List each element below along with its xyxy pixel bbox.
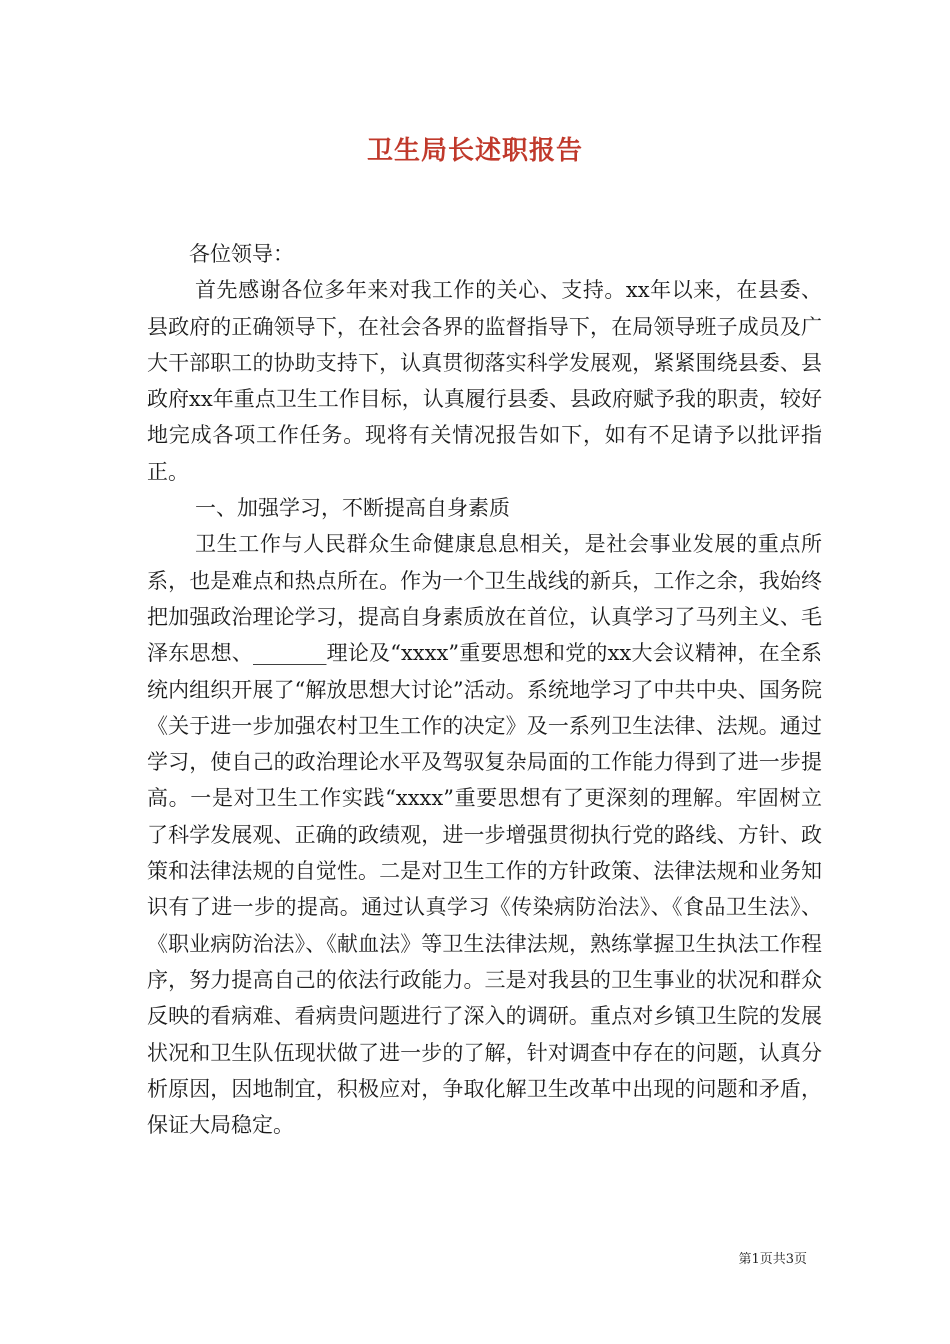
salutation: 各位领导： (189, 242, 294, 266)
paragraph-study: 卫生工作与人民群众生命健康息息相关，是社会事业发展的重点所系，也是难点和热点所在。作为一个卫生战线的新兵，工作之余，我始终把加强政治理论学习，提高自身素质放在首位，认真学习了马列主义、毛泽东思想、_______理论及“xxxx”重要思想和党的xx大会议精神，在全系统内组织开展了“解放思想大讨论”活动。系统地学习了中共中央、国务院《关于进一步加强农村卫生工作的决定》及一系列卫生法律、法规。通过学习，使自己的政治理论水平及驾驭复杂局面的工作能力得到了进一步提高。一是对卫生工作实践“xxxx”重要思想有了更深刻的理解。牢固树立了科学发展观、正确的政绩观，进一步增强贯彻执行党的路线、方针、政策和法律法规的自觉性。二是对卫生工作的方针政策、法律法规和业务知识有了进一步的提高。通过认真学习《传染病防治法》、《食品卫生法》、《职业病防治法》、《献血法》等卫生法律法规，熟练掌握卫生执法工作程序，努力提高自己的依法行政能力。三是对我县的卫生事业的状况和群众反映的看病难、看病贵问题进行了深入的调研。重点对乡镇卫生院的发展状况和卫生队伍现状做了进一步的了解，针对调查中存在的问题，认真分析原因，因地制宜，积极应对，争取化解卫生改革中出现的问题和矛盾，保证大局稳定。 (147, 532, 822, 1138)
document-body (147, 236, 822, 1143)
document-title: 卫生局长述职报告 (366, 136, 583, 166)
page-number: 第1页共3页 (738, 1252, 807, 1267)
paragraph-intro: 首先感谢各位多年来对我工作的关心、支持。xx年以来，在县委、县政府的正确领导下，在社会各界的监督指导下，在局领导班子成员及广大干部职工的协助支持下，认真贯彻落实科学发展观，紧紧围绕县委、县政府xx年重点卫生工作目标，认真履行县委、县政府赋予我的职责，较好地完成各项工作任务。现将有关情况报告如下，如有不足请予以批评指正。 (147, 278, 822, 484)
section-heading-1: 一、加强学习，不断提高自身素质 (195, 496, 510, 521)
